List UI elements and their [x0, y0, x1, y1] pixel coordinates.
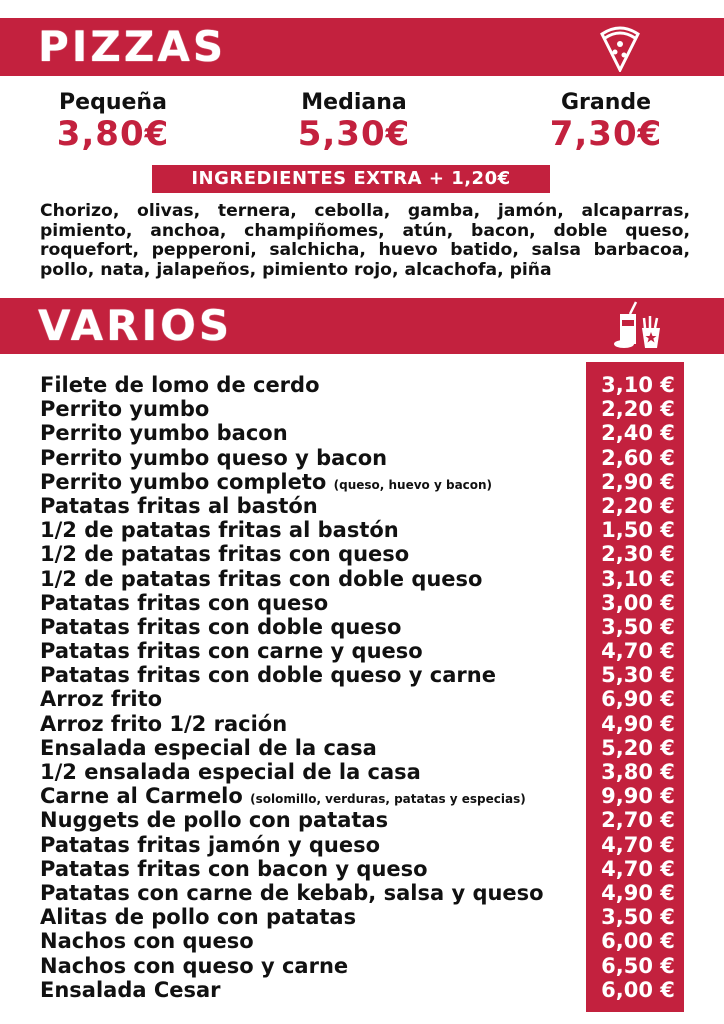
- menu-item-label: Nachos con queso: [40, 929, 254, 954]
- menu-item-label: 1/2 de patatas fritas con doble queso: [40, 566, 483, 591]
- menu-item-row: [40, 518, 680, 542]
- menu-item-row: [40, 591, 680, 615]
- fast-food-icon: [612, 300, 666, 356]
- menu-item-name: [40, 760, 421, 784]
- menu-item-row: [40, 712, 680, 736]
- menu-item-row: [40, 954, 680, 978]
- size-name: Mediana: [301, 90, 407, 115]
- menu-item-price: 2,70 €: [601, 808, 675, 833]
- menu-item-price: 4,90 €: [601, 880, 675, 905]
- menu-item-price: 6,00 €: [601, 977, 675, 1002]
- menu-item-row: [40, 905, 680, 929]
- menu-item-price: 4,70 €: [601, 856, 675, 881]
- menu-item-name: [40, 929, 254, 953]
- menu-item-label: 1/2 de patatas fritas al bastón: [40, 518, 399, 543]
- ingredients-list: Chorizo, olivas, ternera, cebolla, gamba, jamón, alcaparras, pimiento, anchoa, champiñomes, atún, bacon, doble queso, roquefort, pepperoni, salchicha, huevo batido, salsa barbacoa, pollo, nata, jalapeños, pimiento rojo, alcachofa, piña: [40, 201, 690, 280]
- menu-item-price: 6,00 €: [601, 929, 675, 954]
- menu-item-price: 6,50 €: [601, 953, 675, 978]
- menu-item-name: [40, 736, 377, 760]
- menu-item-price: 5,30 €: [601, 663, 675, 688]
- menu-item-label: Arroz frito: [40, 687, 163, 712]
- menu-item-name: [40, 542, 409, 566]
- menu-item-price: 2,60 €: [601, 445, 675, 470]
- menu-item-name: [40, 857, 428, 881]
- menu-item-price: 2,20 €: [601, 397, 675, 422]
- menu-item-name: [40, 663, 496, 687]
- menu-item-row: [40, 881, 680, 905]
- size-price: 3,80€: [56, 114, 170, 154]
- menu-item-label: Perrito yumbo bacon: [40, 421, 288, 446]
- menu-item-name: [40, 712, 287, 736]
- menu-item-label: Patatas con carne de kebab, salsa y queso: [40, 880, 544, 905]
- menu-item-name: [40, 470, 492, 497]
- menu-item-price: 2,40 €: [601, 421, 675, 446]
- menu-item-row: [40, 663, 680, 687]
- menu-item-name: [40, 373, 320, 397]
- menu-item-price: 4,70 €: [601, 639, 675, 664]
- menu-item-name: [40, 639, 423, 663]
- menu-item-name: [40, 518, 399, 542]
- menu-item-price: 2,90 €: [601, 469, 675, 494]
- menu-item-name: [40, 784, 526, 811]
- menu-item-label: Patatas fritas con doble queso y carne: [40, 663, 496, 688]
- menu-item-name: [40, 687, 162, 711]
- menu-item-label: Patatas fritas con carne y queso: [40, 639, 423, 664]
- menu-item-name: [40, 881, 544, 905]
- menu-item-price: 3,80 €: [601, 760, 675, 784]
- menu-item-row: [40, 760, 680, 784]
- menu-item-name: [40, 954, 348, 978]
- menu-item-name: [40, 446, 387, 470]
- menu-item-label: Patatas fritas al bastón: [40, 493, 318, 518]
- size-price: 5,30€: [297, 114, 411, 154]
- menu-item-row: [40, 687, 680, 711]
- menu-item-label: Ensalada Cesar: [40, 977, 221, 1002]
- menu-item-name: [40, 397, 209, 421]
- menu-item-label: 1/2 ensalada especial de la casa: [40, 760, 421, 784]
- menu-item-price: 5,20 €: [601, 735, 675, 760]
- menu-item-price: 6,90 €: [601, 687, 675, 712]
- menu-item-name: [40, 833, 380, 857]
- menu-item-label: Nachos con queso y carne: [40, 953, 349, 978]
- menu-item-label: Ensalada especial de la casa: [40, 735, 377, 760]
- menu-item-note: (queso, huevo y bacon): [333, 477, 493, 492]
- menu-item-price: 3,10 €: [601, 373, 675, 397]
- pizza-slice-icon: [598, 24, 642, 76]
- menu-item-name: [40, 494, 318, 518]
- menu-item-row: [40, 857, 680, 881]
- size-large: [516, 90, 696, 152]
- menu-item-price: 1,50 €: [601, 518, 675, 543]
- pizzas-banner: [0, 18, 724, 76]
- menu-item-row: [40, 929, 680, 953]
- menu-item-label: Alitas de pollo con patatas: [40, 905, 357, 930]
- menu-item-name: [40, 905, 356, 929]
- menu-item-label: Arroz frito 1/2 ración: [40, 711, 288, 736]
- menu-item-label: Perrito yumbo queso y bacon: [40, 445, 388, 470]
- menu-item-row: [40, 615, 680, 639]
- size-name: Pequeña: [59, 90, 167, 115]
- menu-item-row: [40, 784, 680, 808]
- menu-item-label: Nuggets de pollo con patatas: [40, 808, 389, 833]
- menu-item-row: [40, 494, 680, 518]
- menu-item-name: [40, 591, 328, 615]
- menu-item-price: 4,90 €: [601, 711, 675, 736]
- size-small: [23, 90, 203, 152]
- menu-item-name: [40, 615, 401, 639]
- menu-item-name: [40, 978, 221, 1002]
- menu-item-label: Patatas fritas con doble queso: [40, 614, 402, 639]
- menu-item-price: 3,10 €: [601, 566, 675, 591]
- varios-items-list: [40, 373, 680, 1002]
- menu-item-price: 9,90 €: [601, 784, 675, 809]
- extra-ingredients-label: INGREDIENTES EXTRA + 1,20€: [152, 165, 550, 193]
- size-medium: [264, 90, 444, 152]
- menu-item-price: 3,50 €: [601, 614, 675, 639]
- menu-item-row: [40, 373, 680, 397]
- menu-item-row: [40, 978, 680, 1002]
- menu-item-label: Perrito yumbo: [40, 397, 210, 422]
- varios-banner: [0, 298, 724, 354]
- menu-item-note: (solomillo, verduras, patatas y especias): [250, 792, 526, 807]
- menu-item-label: Patatas fritas jamón y queso: [40, 832, 381, 857]
- menu-item-label: Perrito yumbo completo: [40, 469, 327, 494]
- pizzas-title: PIZZAS: [38, 22, 227, 71]
- menu-item-row: [40, 639, 680, 663]
- menu-item-price: 3,50 €: [601, 905, 675, 930]
- menu-item-row: [40, 736, 680, 760]
- size-price: 7,30€: [549, 114, 663, 154]
- menu-item-name: [40, 421, 288, 445]
- menu-item-row: [40, 421, 680, 445]
- menu-item-label: 1/2 de patatas fritas con queso: [40, 542, 410, 567]
- menu-item-price: 4,70 €: [601, 832, 675, 857]
- menu-item-price: 3,00 €: [601, 590, 675, 615]
- menu-item-row: [40, 470, 680, 494]
- varios-title: VARIOS: [38, 301, 233, 350]
- menu-item-price: 2,20 €: [601, 493, 675, 518]
- menu-item-label: Patatas fritas con bacon y queso: [40, 856, 428, 881]
- menu-item-label: Filete de lomo de cerdo: [40, 373, 320, 397]
- menu-item-name: [40, 567, 482, 591]
- menu-item-label: Patatas fritas con queso: [40, 590, 329, 615]
- menu-item-name: [40, 808, 388, 832]
- menu-item-row: [40, 397, 680, 421]
- menu-item-row: [40, 567, 680, 591]
- size-name: Grande: [560, 90, 652, 115]
- menu-item-row: [40, 808, 680, 832]
- menu-item-price: 2,30 €: [601, 542, 675, 567]
- menu-item-row: [40, 446, 680, 470]
- menu-item-label: Carne al Carmelo: [40, 784, 243, 809]
- menu-item-row: [40, 542, 680, 566]
- menu-item-row: [40, 833, 680, 857]
